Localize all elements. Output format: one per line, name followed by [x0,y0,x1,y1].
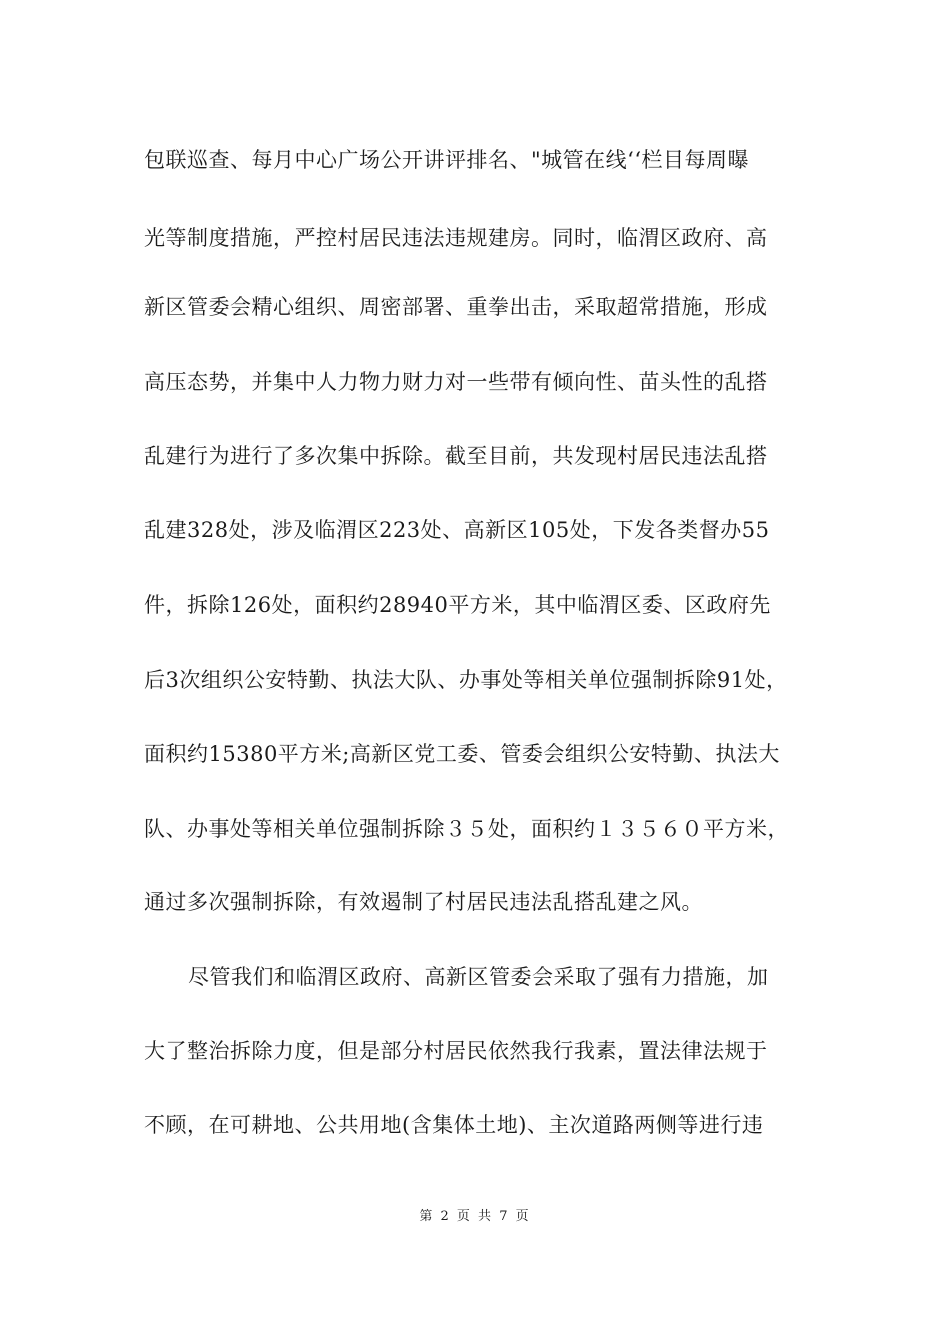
text-line: 高压态势，并集中人力物力财力对一些带有倾向性、苗头性的乱搭 [144,370,768,394]
text-line: 队、办事处等相关单位强制拆除３５处，面积约１３５６０平方米， [144,817,789,841]
text-line: 不顾，在可耕地、公共用地(含集体土地)、主次道路两侧等进行违 [144,1113,764,1137]
text-line: 面积约15380平方米;高新区党工委、管委会组织公安特勤、执法大 [144,742,780,766]
text-line: 光等制度措施，严控村居民违法违规建房。同时，临渭区政府、高 [144,226,768,250]
text-line: 大了整治拆除力度，但是部分村居民依然我行我素，置法律法规于 [144,1039,768,1063]
text-line: 后3次组织公安特勤、执法大队、办事处等相关单位强制拆除91处， [144,668,788,692]
paragraph-first-line: 尽管我们和临渭区政府、高新区管委会采取了强有力措施，加 [188,965,769,989]
text-line: 件，拆除126处，面积约28940平方米，其中临渭区委、区政府先 [144,593,771,617]
text-line: 通过多次强制拆除，有效遏制了村居民违法乱搭乱建之风。 [144,890,703,914]
page-number: 第 2 页 共 7 页 [419,1209,531,1224]
text-line: 乱建行为进行了多次集中拆除。截至目前，共发现村居民违法乱搭 [144,444,768,468]
text-line: 新区管委会精心组织、周密部署、重拳出击，采取超常措施，形成 [144,295,768,319]
text-line: 包联巡查、每月中心广场公开讲评排名、"城管在线‘‘栏目每周曝 [144,148,750,172]
text-line: 乱建328处，涉及临渭区223处、高新区105处，下发各类督办55 [144,518,770,542]
